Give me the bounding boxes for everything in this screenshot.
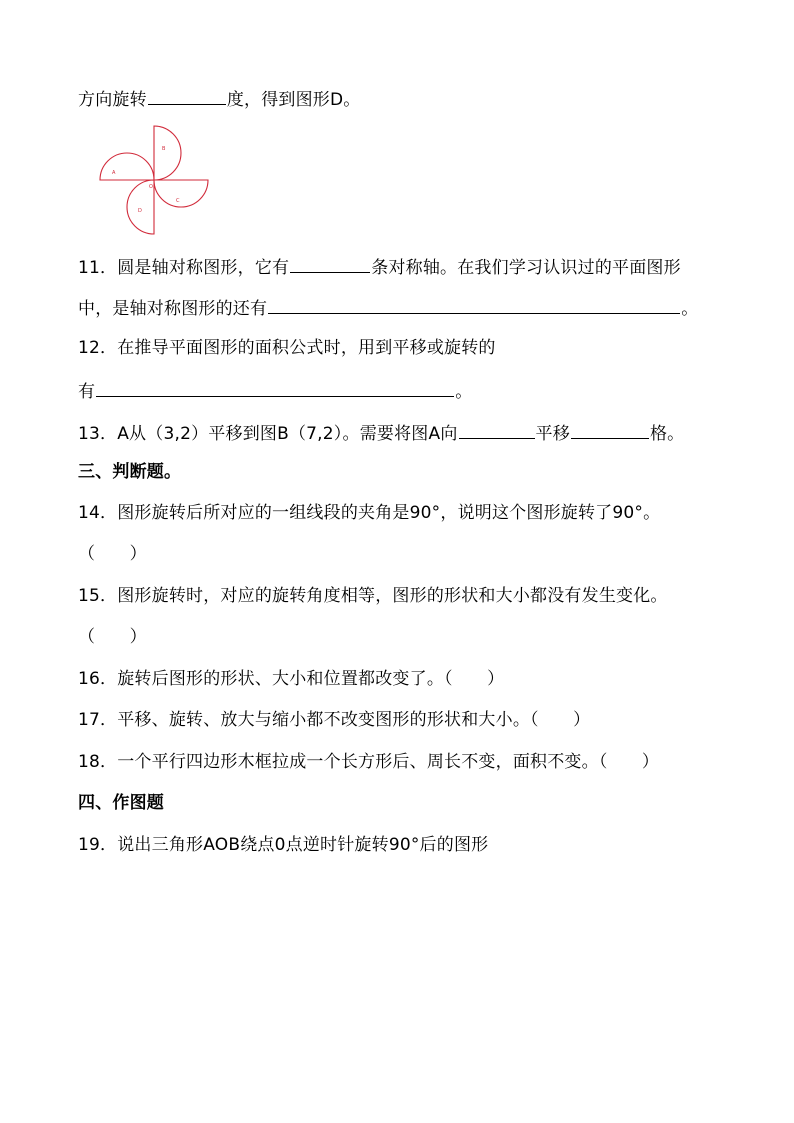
q13 [78, 420, 684, 445]
section-3-heading: 三、判断题。 [78, 462, 182, 482]
q12-line2-pre: 有 [78, 382, 96, 402]
q10-continuation [78, 86, 361, 111]
q15-text: 15．图形旋转时，对应的旋转角度相等，图形的形状和大小都没有发生变化。 [78, 586, 668, 606]
figure-shape-a [100, 153, 154, 180]
q11-blank-axes[interactable] [290, 254, 370, 273]
q11-line2-post: 。 [681, 299, 699, 319]
q13-blank-count[interactable] [571, 420, 649, 439]
figure-label-d: D [138, 208, 142, 214]
q11-text-post: 条对称轴。在我们学习认识过的平面图形 [371, 258, 681, 278]
q12-line2-post: 。 [455, 382, 473, 402]
q19: 19．说出三角形AOB绕点0点逆时针旋转90°后的图形 [78, 835, 489, 855]
figure-label-o: O [149, 184, 153, 190]
q11-blank-shapes[interactable] [268, 295, 680, 314]
figure-shape-b [154, 126, 181, 180]
figure-label-b: B [162, 146, 166, 152]
q13-text-mid: 平移 [535, 424, 570, 444]
q10-answer-blank[interactable] [148, 86, 226, 105]
figure-shape-c [154, 180, 208, 207]
q11-text-pre: 11．圆是轴对称图形，它有 [78, 258, 290, 278]
q12-blank[interactable] [96, 378, 454, 397]
q13-text-pre: 13．A从（3,2）平移到图B（7,2）。需要将图A向 [78, 424, 458, 444]
q14-text: 14．图形旋转后所对应的一组线段的夹角是90°，说明这个图形旋转了90°。 [78, 503, 661, 523]
figure-label-c: C [176, 198, 180, 204]
q13-text-post: 格。 [649, 424, 685, 444]
q12-line2 [78, 378, 472, 403]
q18: 18．一个平行四边形木框拉成一个长方形后、周长不变，面积不变。（ ） [78, 752, 660, 772]
q15-answer-paren[interactable]: （ ） [78, 627, 147, 647]
q17: 17．平移、旋转、放大与缩小都不改变图形的形状和大小。（ ） [78, 710, 591, 730]
q14-answer-paren[interactable]: （ ） [78, 544, 147, 564]
figure-label-a: A [112, 170, 116, 176]
rotation-figure [96, 122, 212, 240]
q12-line1: 12．在推导平面图形的面积公式时，用到平移或旋转的 [78, 338, 496, 358]
q13-blank-direction[interactable] [459, 420, 535, 439]
q16: 16．旋转后图形的形状、大小和位置都改变了。（ ） [78, 669, 505, 689]
section-4-heading: 四、作图题 [78, 793, 164, 813]
q10-text-pre: 方向旋转 [78, 90, 147, 110]
q10-text-post: 度，得到图形D。 [226, 90, 361, 110]
q11-line1 [78, 254, 681, 279]
q11-line2 [78, 295, 698, 320]
q11-line2-pre: 中，是轴对称图形的还有 [78, 299, 268, 319]
